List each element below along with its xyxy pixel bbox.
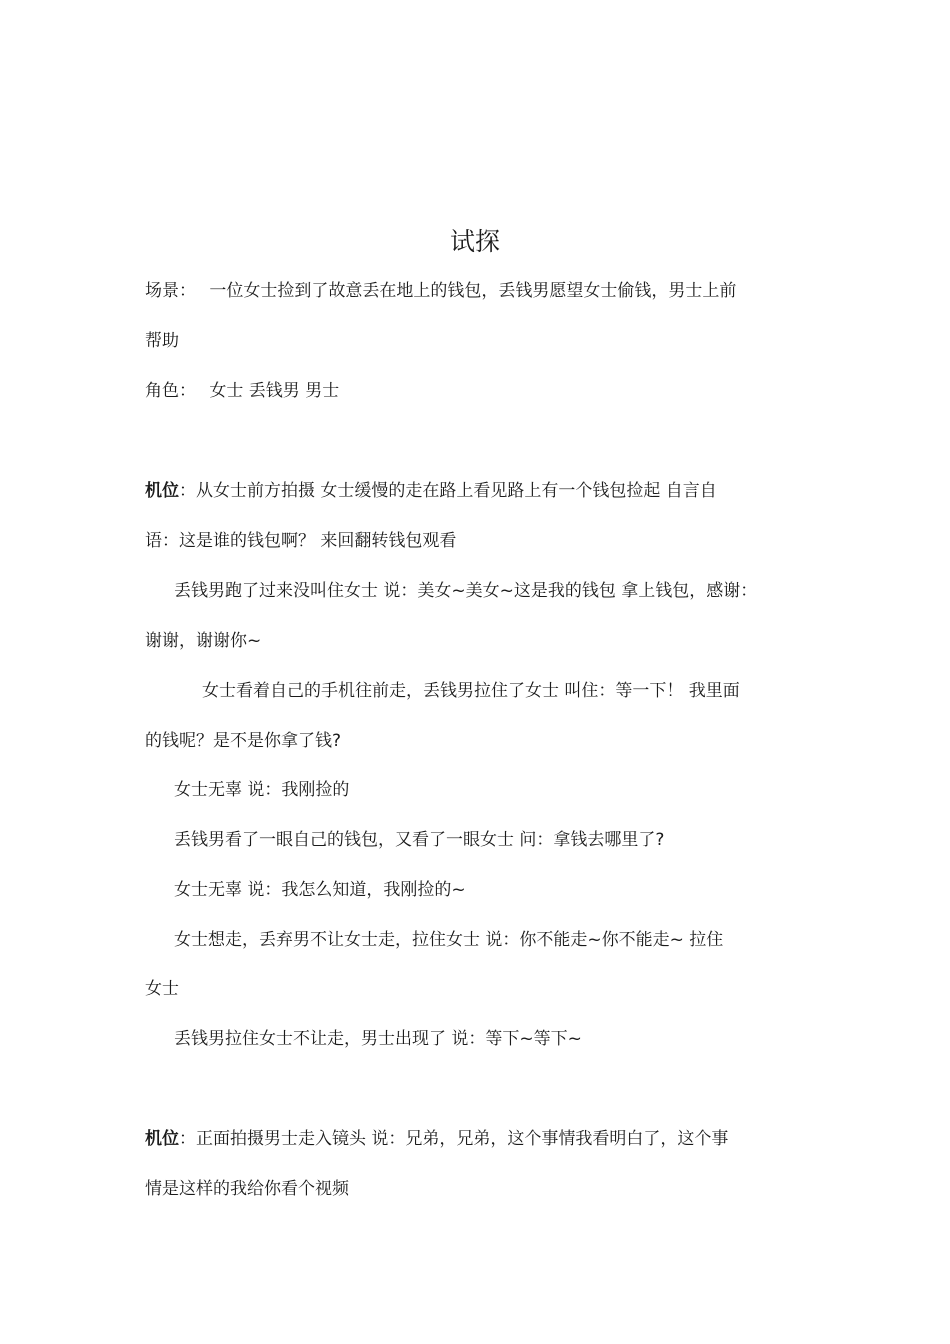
shot2-label: 机位 xyxy=(145,1129,179,1149)
roles-label: 角色： xyxy=(145,381,196,401)
para5-line: 女士无辜 说：我怎么知道，我刚捡的~ xyxy=(174,880,466,900)
para6-line-1: 女士想走，丢弃男不让女士走，拉住女士 说：你不能走~你不能走~ 拉住 xyxy=(174,930,724,950)
document-title: 试探 xyxy=(449,227,500,256)
shot1-line-2: 语：这是谁的钱包啊？ 来回翻转钱包观看 xyxy=(145,531,457,551)
shot2-text: ：正面拍摄男士走入镜头 说：兄弟，兄弟，这个事情我看明白了，这个事 xyxy=(179,1129,729,1149)
para4-line: 丢钱男看了一眼自己的钱包，又看了一眼女士 问：拿钱去哪里了? xyxy=(174,830,665,850)
roles-line xyxy=(145,379,339,403)
shot2-line-2: 情是这样的我给你看个视频 xyxy=(145,1179,349,1199)
shot1-label: 机位 xyxy=(145,481,179,501)
shot1-line-1 xyxy=(145,479,717,503)
shot2-line-1 xyxy=(145,1127,728,1151)
roles-text: 女士 丢钱男 男士 xyxy=(209,381,340,401)
scene-text: 一位女士捡到了故意丢在地上的钱包，丢钱男愿望女士偷钱，男士上前 xyxy=(209,281,737,301)
scene-line-2: 帮助 xyxy=(145,331,179,351)
scene-label: 场景： xyxy=(145,281,196,301)
para3-line: 女士无辜 说：我刚捡的 xyxy=(174,780,350,800)
para6-line-2: 女士 xyxy=(145,979,179,999)
para7-line: 丢钱男拉住女士不让走，男士出现了 说：等下~等下~ xyxy=(174,1029,582,1049)
para2-line-2: 的钱呢？是不是你拿了钱? xyxy=(145,731,342,751)
para1-line-2: 谢谢，谢谢你~ xyxy=(145,631,262,651)
scene-line-1 xyxy=(145,279,736,303)
para1-line-1: 丢钱男跑了过来没叫住女士 说：美女~美女~这是我的钱包 拿上钱包，感谢： xyxy=(174,581,758,601)
para2-line-1: 女士看着自己的手机往前走，丢钱男拉住了女士 叫住：等一下！ 我里面 xyxy=(202,681,740,701)
shot1-text: ：从女士前方拍摄 女士缓慢的走在路上看见路上有一个钱包捡起 自言自 xyxy=(179,481,717,501)
